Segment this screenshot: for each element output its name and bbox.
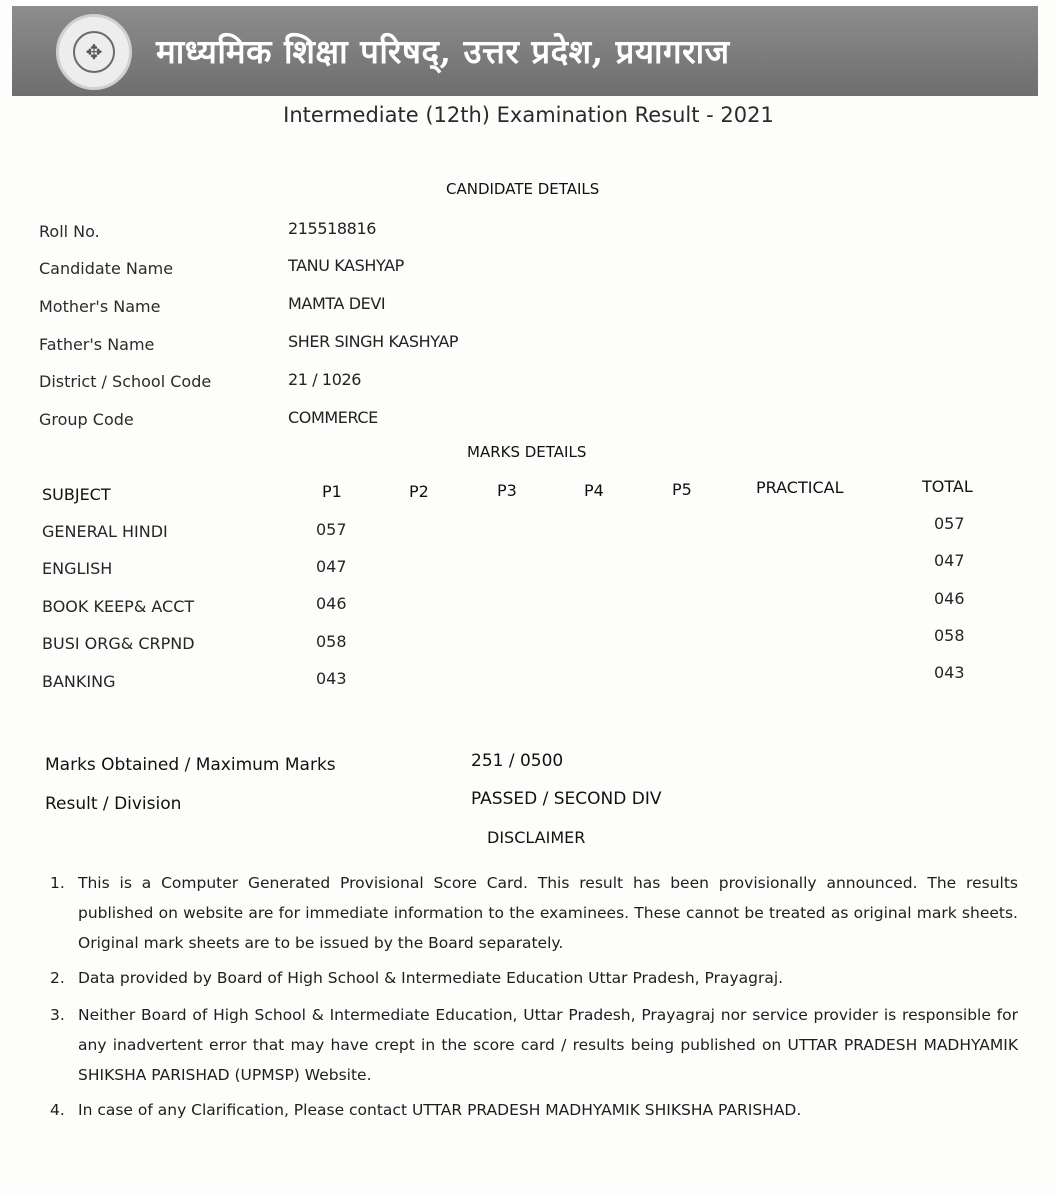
district-school-code-label: District / School Code	[39, 372, 212, 391]
marks-section-title: MARKS DETAILS	[467, 443, 587, 461]
father-name-value: SHER SINGH KASHYAP	[288, 332, 459, 351]
column-header-p4: P4	[584, 481, 604, 500]
column-header-total: TOTAL	[922, 477, 973, 496]
disclaimer-item-number: 2.	[50, 969, 65, 987]
subject-total-mark: 057	[934, 514, 965, 533]
header-banner	[12, 6, 1038, 96]
subject-name: BOOK KEEP& ACCT	[42, 597, 195, 616]
subject-p1-mark: 046	[316, 594, 347, 613]
column-header-practical: PRACTICAL	[756, 478, 844, 497]
mother-name-label: Mother's Name	[39, 297, 161, 316]
subject-p1-mark: 047	[316, 557, 347, 576]
father-name-label: Father's Name	[39, 335, 155, 354]
disclaimer-item-text: Data provided by Board of High School & Intermediate Education Uttar Pradesh, Prayagraj.	[78, 969, 784, 987]
district-school-code-value: 21 / 1026	[288, 370, 362, 389]
mother-name-value: MAMTA DEVI	[288, 294, 386, 313]
subject-total-mark: 046	[934, 589, 965, 608]
column-header-p1: P1	[322, 482, 342, 501]
roll-no-value: 215518816	[288, 219, 377, 238]
column-header-p3: P3	[497, 481, 517, 500]
exam-title: Intermediate (12th) Examination Result - 2021	[283, 103, 774, 127]
roll-no-label: Roll No.	[39, 222, 100, 241]
disclaimer-item-number: 1.	[50, 874, 65, 892]
disclaimer-item-text: Neither Board of High School & Intermediate Education, Uttar Pradesh, Prayagraj nor service provider is responsible for any inadvertent error that may have crept in the score card / results being published on UTTAR PRADESH MADHYAMIK SHIKSHA PARISHAD (UPMSP) Website.	[78, 1006, 1018, 1084]
subject-name: BUSI ORG& CRPND	[42, 634, 195, 653]
disclaimer-item-number: 3.	[50, 1006, 65, 1024]
disclaimer-item	[50, 1000, 1018, 1090]
subject-p1-mark: 058	[316, 632, 347, 651]
disclaimer-item	[50, 1095, 1018, 1125]
subject-p1-mark: 057	[316, 520, 347, 539]
disclaimer-item-text: This is a Computer Generated Provisional Score Card. This result has been provisionally announced. The results published on website are for immediate information to the examinees. These cannot be treated as original mark sheets. Original mark sheets are to be issued by the Board separately.	[78, 874, 1018, 952]
candidate-name-value: TANU KASHYAP	[288, 256, 404, 275]
disclaimer-item-number: 4.	[50, 1101, 65, 1119]
disclaimer-item	[50, 963, 1018, 993]
column-header-p5: P5	[672, 480, 692, 499]
board-title: माध्यमिक शिक्षा परिषद्, उत्तर प्रदेश, प्रयागराज	[156, 32, 730, 71]
group-code-value: COMMERCE	[288, 408, 378, 427]
result-division-label: Result / Division	[45, 794, 182, 814]
column-header-p2: P2	[409, 482, 429, 501]
subject-name: GENERAL HINDI	[42, 522, 168, 541]
board-emblem-icon	[56, 14, 132, 90]
candidate-section-title: CANDIDATE DETAILS	[446, 180, 600, 198]
disclaimer-item-text: In case of any Clarification, Please contact UTTAR PRADESH MADHYAMIK SHIKSHA PARISHAD.	[78, 1101, 802, 1119]
marks-obtained-label: Marks Obtained / Maximum Marks	[45, 755, 336, 775]
emblem-inner-icon: ✥	[73, 31, 115, 73]
result-division-value: PASSED / SECOND DIV	[471, 789, 662, 809]
disclaimer-title: DISCLAIMER	[487, 828, 586, 847]
marks-obtained-value: 251 / 0500	[471, 751, 564, 771]
disclaimer-item	[50, 868, 1018, 958]
subject-name: ENGLISH	[42, 559, 113, 578]
candidate-name-label: Candidate Name	[39, 259, 174, 278]
group-code-label: Group Code	[39, 410, 134, 429]
subject-p1-mark: 043	[316, 669, 347, 688]
column-header-subject: SUBJECT	[42, 485, 111, 504]
subject-total-mark: 058	[934, 626, 965, 645]
subject-total-mark: 043	[934, 663, 965, 682]
subject-name: BANKING	[42, 672, 116, 691]
subject-total-mark: 047	[934, 551, 965, 570]
